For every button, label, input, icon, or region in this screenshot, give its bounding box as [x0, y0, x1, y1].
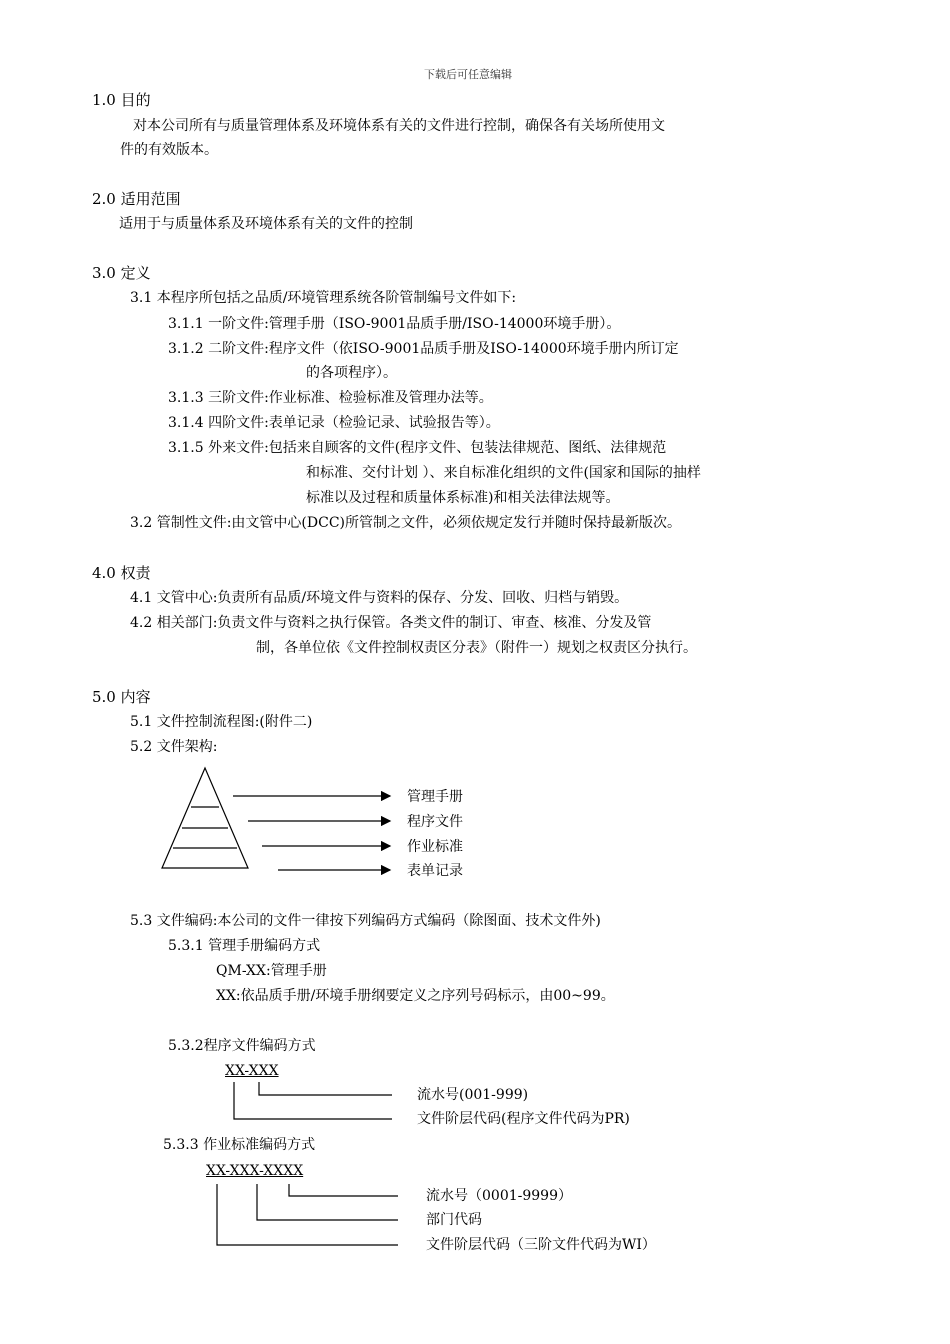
section-1-text-line2: 件的有效版本。	[120, 142, 218, 158]
section-5-title: 5.0 内容	[92, 688, 151, 706]
item-4-2-line2: 制，各单位依《文件控制权责区分表》（附件一）规划之权责区分执行。	[256, 640, 697, 656]
item-3-1-1: 3.1.1 一阶文件:管理手册（ISO-9001品质手册/ISO-14000环境手册）。	[168, 316, 621, 332]
pyramid-label-2: 程序文件	[407, 814, 463, 830]
item-4-2-line1: 4.2 相关部门:负责文件与资料之执行保管。各类文件的制订、审查、核准、分发及管	[130, 615, 652, 631]
section-1-title: 1.0 目的	[92, 91, 151, 109]
item-3-1-5-line2: 和标准、交付计划 ）、来自标准化组织的文件(国家和国际的抽样	[306, 465, 701, 481]
item-5-3-1: 5.3.1 管理手册编码方式	[168, 938, 321, 954]
item-5-2: 5.2 文件架构:	[130, 739, 218, 755]
code3-connector-lines	[217, 1184, 398, 1245]
pyramid-label-4: 表单记录	[407, 863, 463, 879]
item-5-3-2: 5.3.2程序文件编码方式	[168, 1038, 316, 1054]
item-5-3-3: 5.3.3 作业标准编码方式	[163, 1137, 316, 1153]
code3-label-dept: 部门代码	[426, 1212, 482, 1228]
item-5-1: 5.1 文件控制流程图:(附件二)	[130, 714, 313, 730]
code2-pattern: XX-XXX	[225, 1063, 279, 1079]
pyramid	[162, 768, 248, 868]
item-4-1: 4.1 文管中心:负责所有品质/环境文件与资料的保存、分发、回收、归档与销毁。	[130, 590, 629, 606]
section-2-text: 适用于与质量体系及环境体系有关的文件的控制	[119, 216, 413, 232]
code2-label-level: 文件阶层代码(程序文件代码为PR)	[417, 1111, 630, 1127]
item-5-3-1-code: QM-XX:管理手册	[216, 963, 327, 979]
item-3-2: 3.2 管制性文件:由文管中心(DCC)所管制之文件，必须依规定发行并随时保持最新版次。	[130, 515, 682, 531]
code3-label-serial: 流水号（0001-9999）	[426, 1188, 572, 1204]
pyramid-label-3: 作业标准	[407, 839, 463, 855]
item-3-1-2-line1: 3.1.2 二阶文件:程序文件（依ISO-9001品质手册及ISO-14000环境手册内所订定	[168, 341, 679, 357]
section-4-title: 4.0 权责	[92, 564, 151, 582]
pyramid-label-1: 管理手册	[407, 789, 463, 805]
section-2-title: 2.0 适用范围	[92, 190, 181, 208]
code2-label-serial: 流水号(001-999)	[417, 1087, 529, 1103]
item-5-3-1-desc: XX:依品质手册/环境手册纲要定义之序列号码标示，由00~99。	[216, 988, 615, 1004]
section-3-title: 3.0 定义	[92, 264, 151, 282]
item-3-1-3: 3.1.3 三阶文件:作业标准、检验标准及管理办法等。	[168, 390, 493, 406]
code3-pattern: XX-XXX-XXXX	[206, 1163, 304, 1179]
page-header: 下载后可任意编辑	[424, 68, 512, 81]
item-3-1-2-line2: 的各项程序）。	[306, 365, 397, 381]
item-3-1: 3.1 本程序所包括之品质/环境管理系统各阶管制编号文件如下:	[130, 290, 517, 306]
pyramid-arrows	[233, 796, 390, 870]
item-3-1-5-line1: 3.1.5 外来文件:包括来自顾客的文件(程序文件、包装法律规范、图纸、法律规范	[168, 440, 667, 456]
code3-label-level: 文件阶层代码（三阶文件代码为WI）	[426, 1237, 656, 1253]
item-3-1-5-line3: 标准以及过程和质量体系标准)和相关法律法规等。	[306, 490, 620, 506]
item-5-3: 5.3 文件编码:本公司的文件一律按下列编码方式编码（除图面、技术文件外)	[130, 913, 601, 929]
item-3-1-4: 3.1.4 四阶文件:表单记录（检验记录、试验报告等）。	[168, 415, 500, 431]
section-1-text-line1: 对本公司所有与质量管理体系及环境体系有关的文件进行控制，确保各有关场所使用文	[133, 118, 665, 134]
code2-connector-lines	[234, 1082, 392, 1119]
